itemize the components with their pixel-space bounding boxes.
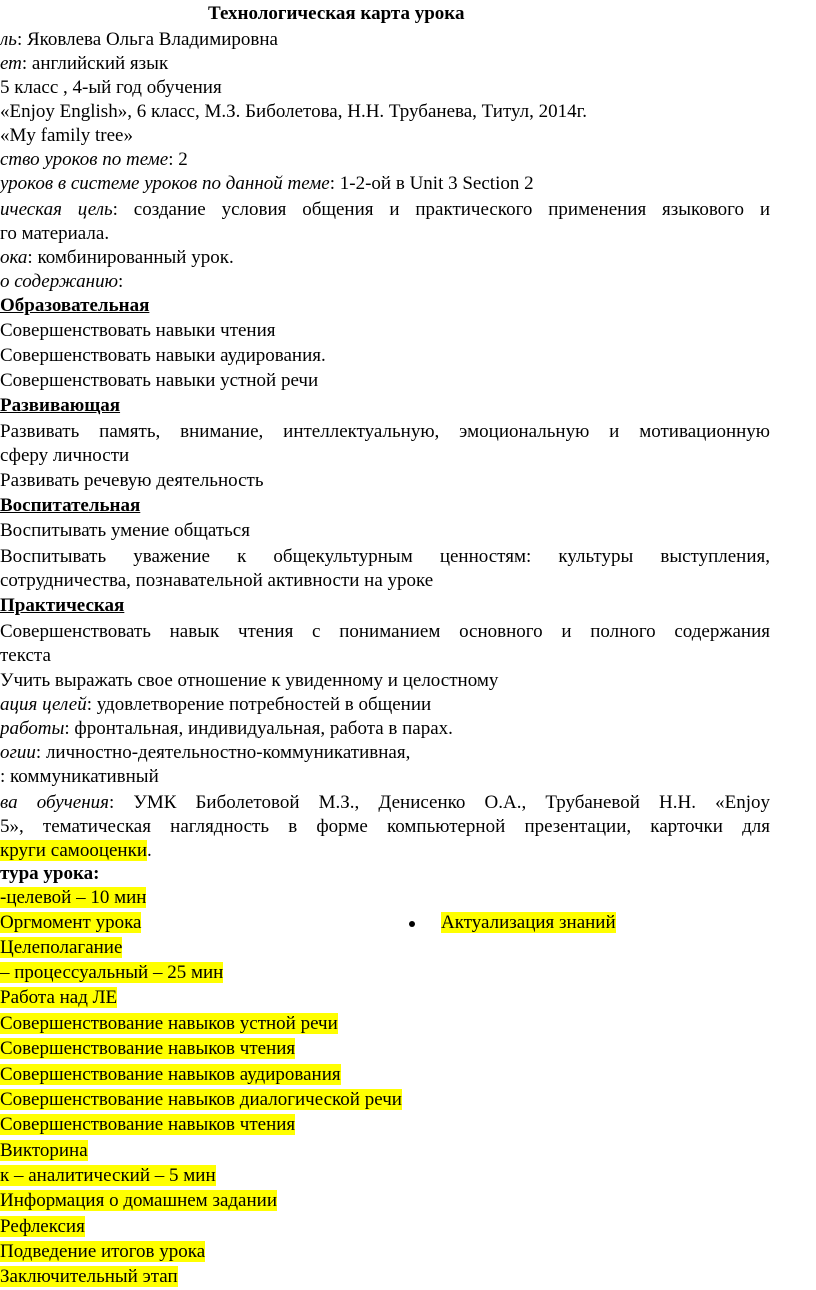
stage-item: Информация о домашнем задании: [0, 1190, 277, 1211]
section-educational: Образовательная: [0, 295, 150, 316]
list-item-continued: текста: [0, 645, 51, 666]
stage-item: Рефлексия: [0, 1216, 85, 1237]
lesson-type-line: [0, 246, 234, 269]
stage-item: Совершенствование навыков диалогической речи: [0, 1089, 402, 1110]
forms-label: работы: [0, 718, 65, 739]
place-value: : 1-2-ой в Unit 3 Section 2: [329, 173, 534, 194]
tasks-value: :: [118, 271, 124, 292]
stage-item: Совершенствование навыков чтения: [0, 1114, 296, 1135]
stage-item: Целеполагание: [0, 937, 123, 958]
teacher-line: [0, 28, 278, 51]
goal-line-1: [0, 198, 770, 221]
stage-item-right: Актуализация знаний: [409, 911, 616, 934]
goal-line-2: го материала.: [0, 223, 110, 244]
place-line: [0, 172, 534, 195]
section-practical: Практическая: [0, 595, 125, 616]
list-item: Учить выражать свое отношение к увиденному и целостному: [0, 670, 499, 691]
stage-header: к – аналитический – 5 мин: [0, 1165, 216, 1186]
list-item: Развивать речевую деятельность: [0, 470, 264, 491]
textbook-line: «Enjoy English», 6 класс, М.З. Биболетова, Н.Н. Трубанева, Титул, 2014г.: [0, 101, 588, 122]
stage-item: Совершенствование навыков устной речи: [0, 1013, 338, 1034]
list-item-continued: сферу личности: [0, 445, 130, 466]
class-line: 5 класс , 4-ый год обучения: [0, 77, 222, 98]
stage-item: Заключительный этап: [0, 1266, 178, 1287]
list-item: Развивать память, внимание, интеллектуальную, эмоциональную и мотивационную: [0, 421, 770, 442]
lesson-type-label: ока: [0, 247, 28, 268]
teacher-label: ль: [0, 29, 17, 50]
hours-value: : 2: [168, 149, 188, 170]
stage-item: Подведение итогов урока: [0, 1241, 206, 1262]
highlighted-text: круги самооценки: [0, 840, 147, 861]
technology-value: : личностно-деятельностно-коммуникативная,: [35, 742, 411, 763]
subject-line: [0, 52, 168, 75]
technology-label: огии: [0, 742, 36, 763]
list-item: Совершенствовать навыки чтения: [0, 320, 276, 341]
method-line: : коммуникативный: [0, 766, 159, 787]
list-item: Совершенствовать навык чтения с пониманием основного и полного содержания: [0, 621, 770, 642]
bullet-icon: [409, 921, 415, 927]
list-item: Совершенствовать навыки аудирования.: [0, 345, 326, 366]
stage-item: Оргмомент урока: [0, 912, 142, 933]
subject-value: : английский язык: [21, 53, 169, 74]
list-item-continued: сотрудничества, познавательной активности на уроке: [0, 570, 434, 591]
place-label: уроков в системе уроков по данной теме: [0, 173, 330, 194]
hours-line: [0, 148, 188, 171]
means-line-2: 5», тематическая наглядность в форме компьютерной презентации, карточки для: [0, 816, 770, 837]
motivation-value: : удовлетворение потребностей в общении: [86, 694, 432, 715]
list-item: Воспитывать уважение к общекультурным ценностям: культуры выступления,: [0, 546, 770, 567]
means-line-3: круги самооценки.: [0, 840, 152, 861]
subject-label: ет: [0, 53, 22, 74]
goal-value: : создание условия общения и практического применения языкового и: [112, 199, 770, 220]
stage-item: Викторина: [0, 1140, 88, 1161]
technology-line: [0, 741, 410, 764]
stage-item: Совершенствование навыков аудирования: [0, 1064, 341, 1085]
forms-line: [0, 717, 453, 740]
topic-line: «My family tree»: [0, 125, 133, 146]
stage-header: -целевой – 10 мин: [0, 887, 147, 908]
tasks-label: о содержанию: [0, 271, 119, 292]
stage-header: – процессуальный – 25 мин: [0, 962, 224, 983]
list-item: Воспитывать умение общаться: [0, 520, 250, 541]
forms-value: : фронтальная, индивидуальная, работа в парах.: [64, 718, 453, 739]
tasks-line: [0, 270, 123, 293]
means-value: : УМК Биболетовой М.З., Денисенко О.А., Трубаневой Н.Н. «Enjoy: [108, 792, 770, 813]
section-developing: Развивающая: [0, 395, 121, 416]
section-upbringing: Воспитательная: [0, 495, 141, 516]
hours-label: ство уроков по теме: [0, 149, 169, 170]
teacher-value: : Яковлева Ольга Владимировна: [16, 29, 278, 50]
motivation-line: [0, 693, 431, 716]
structure-title: тура урока:: [0, 863, 100, 884]
stage-item: Работа над ЛЕ: [0, 987, 118, 1008]
means-label: ва обучения: [0, 792, 109, 813]
motivation-label: ация целей: [0, 694, 87, 715]
list-item: Совершенствовать навыки устной речи: [0, 370, 319, 391]
stage-item: Совершенствование навыков чтения: [0, 1038, 296, 1059]
means-line-1: [0, 791, 770, 814]
lesson-type-value: : комбинированный урок.: [27, 247, 234, 268]
doc-title: Технологическая карта урока: [208, 3, 465, 24]
goal-label: ическая цель: [0, 199, 113, 220]
